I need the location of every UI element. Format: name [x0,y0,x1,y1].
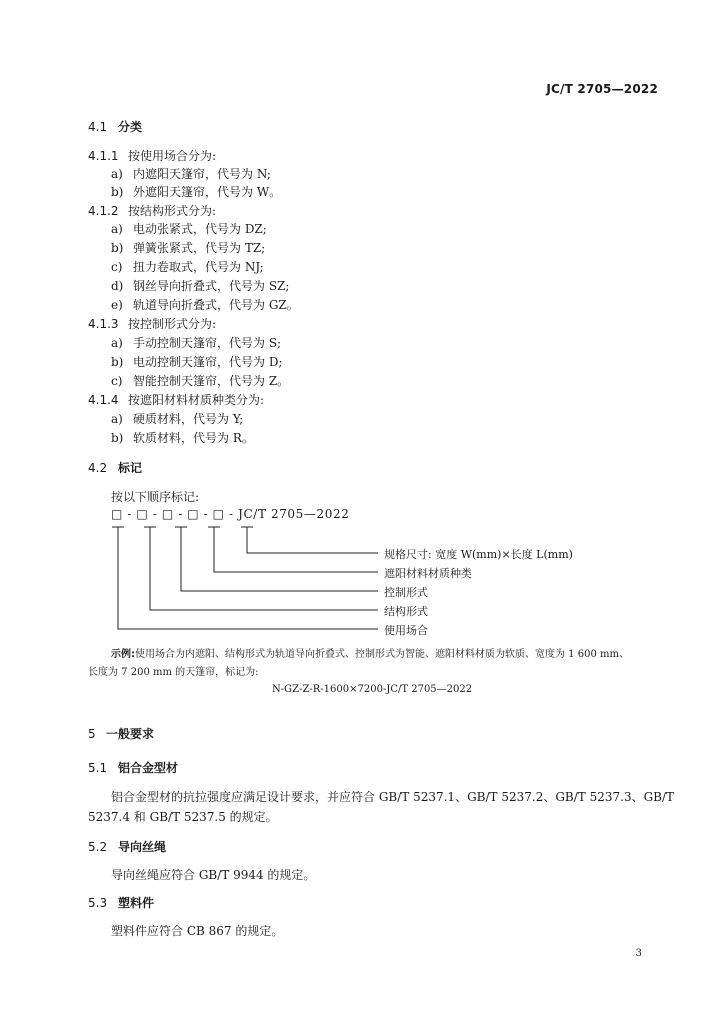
list-text: 轨道导向折叠式，代号为 GZ。 [133,298,299,312]
list-letter: a) [111,336,123,350]
clause-text: 按遮阳材料材质种类分为: [128,393,265,407]
section-number: 5.2 [88,840,108,854]
clause-number: 4.1.4 [88,393,119,407]
diagram-label-structure: 结构形式 [384,605,428,618]
list-text: 弹簧张紧式，代号为 TZ; [133,241,266,255]
list-text: 内遮阳天篷帘，代号为 N; [133,167,271,181]
section-title: 分类 [118,120,143,134]
paragraph-5-1-line-2: 5237.4 和 GB/T 5237.5 的规定。 [88,810,278,824]
section-number: 4.1 [88,120,108,134]
connector-usage-line [118,527,378,629]
clause-text: 按控制形式分为: [128,317,217,331]
list-letter: b) [111,431,124,445]
diagram-label-size: 规格尺寸: 宽度 W(mm)×长度 L(mm) [384,548,573,561]
section-title: 铝合金型材 [118,761,179,775]
example-text-1: 使用场合为内遮阳、结构形式为轨道导向折叠式、控制形式为智能、遮阳材料材质为软质、宽度为 1 600 mm、 [135,649,629,660]
example-line-1 [111,645,629,660]
document-code: JC/T 2705—2022 [546,82,658,96]
paragraph-5-1-line-1: 铝合金型材的抗拉强度应满足设计要求，并应符合 GB/T 5237.1、GB/T 5237.2、GB/T 5237.3、GB/T [111,790,675,804]
clause-number: 4.1.1 [88,149,119,163]
section-title: 导向丝绳 [118,840,167,854]
list-letter: a) [111,412,123,426]
list-text: 电动张紧式，代号为 DZ; [133,222,267,236]
clause-number: 4.1.2 [88,204,119,218]
list-letter: a) [111,167,123,181]
list-letter: e) [111,298,123,312]
list-text: 钢丝导向折叠式，代号为 SZ; [133,279,290,293]
section-number: 4.2 [88,461,108,475]
list-letter: a) [111,222,123,236]
section-5-heading [88,725,154,742]
list-text: 扭力卷取式，代号为 NJ; [133,260,264,274]
list-letter: b) [111,355,124,369]
example-mark: N-GZ-Z-R-1600×7200-JC/T 2705—2022 [272,684,473,695]
paragraph-5-3: 塑料件应符合 CB 867 的规定。 [111,924,284,938]
connector-structure-line [150,527,378,610]
section-5-1-heading [88,759,178,776]
section-5-3-heading [88,894,154,911]
diagram-label-control: 控制形式 [384,586,428,599]
example-line-2: 长度为 7 200 mm 的天篷帘，标记为: [88,667,259,678]
section-number: 5.1 [88,761,108,775]
marking-intro: 按以下顺序标记: [111,490,200,504]
list-letter: c) [111,260,123,274]
section-5-2-heading [88,838,166,855]
page-number: 3 [635,948,642,959]
marking-code-pattern: □ - □ - □ - □ - □ - JC/T 2705—2022 [111,507,350,521]
list-text: 软质材料，代号为 R。 [133,431,254,445]
section-number: 5 [88,727,96,741]
list-letter: d) [111,279,124,293]
paragraph-5-2: 导向丝绳应符合 GB/T 9944 的规定。 [111,868,316,882]
connector-size-line [247,527,378,553]
list-letter: b) [111,185,124,199]
section-title: 一般要求 [106,727,155,741]
list-text: 智能控制天篷帘，代号为 Z。 [133,374,290,388]
clause-number: 4.1.3 [88,317,119,331]
list-text: 外遮阳天篷帘，代号为 W。 [133,185,282,199]
diagram-label-material: 遮阳材料材质种类 [384,567,472,580]
example-label: 示例: [111,649,135,660]
clause-text: 按使用场合分为: [128,149,217,163]
list-text: 手动控制天篷帘，代号为 S; [133,336,282,350]
connector-material-line [214,527,378,572]
section-title: 标记 [118,461,143,475]
list-text: 电动控制天篷帘，代号为 D; [133,355,283,369]
clause-text: 按结构形式分为: [128,204,217,218]
list-letter: c) [111,374,123,388]
list-text: 硬质材料，代号为 Y; [133,412,244,426]
section-title: 塑料件 [118,896,155,910]
section-number: 5.3 [88,896,108,910]
connector-control-line [181,527,378,591]
diagram-label-usage: 使用场合 [384,624,428,637]
list-letter: b) [111,241,124,255]
